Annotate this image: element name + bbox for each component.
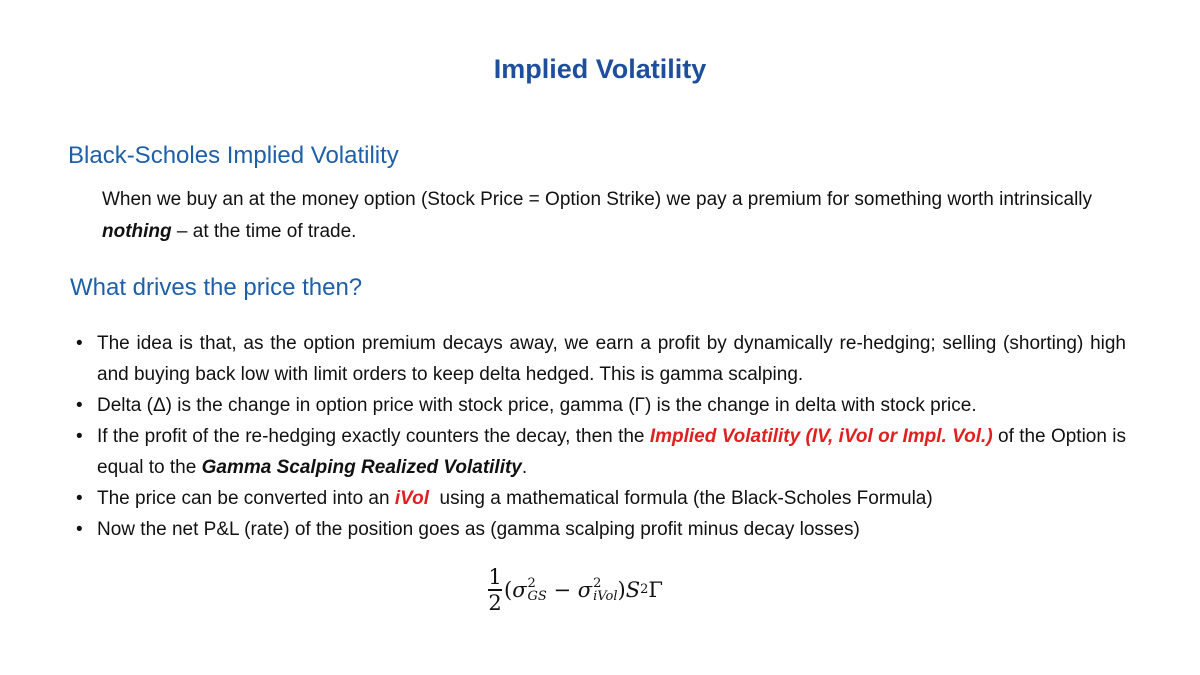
- formula-sub: GS: [527, 588, 547, 604]
- intro-text-end: – at the time of trade.: [171, 221, 357, 242]
- realized-volatility-emphasis: Gamma Scalping Realized Volatility: [201, 457, 522, 478]
- bullet-text: of the Option is equal to the: [97, 426, 1126, 478]
- formula-fraction: [488, 566, 502, 614]
- bullet-text: .: [521, 457, 528, 478]
- bullet-item-gamma-scalping: [76, 328, 1126, 390]
- bullet-text: Delta (Δ) is the change in option price with stock price, gamma (Γ) is the change in delta with stock price.: [97, 395, 977, 416]
- formula-stock-price-sup: 2: [640, 582, 649, 598]
- formula-sub: iVol: [593, 588, 618, 604]
- bullet-list: [76, 328, 1126, 545]
- intro-paragraph: [102, 184, 1132, 248]
- formula-open-paren: (: [504, 577, 513, 602]
- bullet-item-net-pnl: [76, 514, 1126, 545]
- formula-sigma-gs-indices: [528, 577, 547, 603]
- implied-volatility-highlight: Implied Volatility (IV, iVol or Impl. Vol.): [649, 426, 993, 447]
- bullet-text: Now the net P&L (rate) of the position goes as (gamma scalping profit minus decay losses): [97, 519, 860, 540]
- bullet-text: The idea is that, as the option premium decays away, we earn a profit by dynamically re-hedging; selling (shorting) high and buying back low with limit orders to keep delta hedged. This is gamma scalping.: [97, 333, 1126, 385]
- bullet-item-delta-gamma: [76, 390, 1126, 421]
- slide-title: Implied Volatility: [493, 54, 707, 84]
- section-heading-black-scholes: Black-Scholes Implied Volatility: [68, 142, 399, 169]
- formula-denominator: 2: [488, 590, 502, 615]
- bullet-item-implied-volatility: [76, 421, 1126, 483]
- pnl-formula: [488, 566, 663, 614]
- bullet-text: The price can be converted into an: [97, 488, 395, 509]
- bullet-icon: •: [76, 333, 83, 354]
- bullet-icon: •: [76, 519, 83, 540]
- intro-emphasis: nothing: [102, 221, 172, 242]
- formula-sigma-ivol-indices: [593, 577, 617, 603]
- bullet-icon: •: [76, 426, 83, 447]
- intro-text: When we buy an at the money option (Stock Price = Option Strike) we pay a premium for something worth intrinsically: [102, 189, 1093, 210]
- formula-sigma-ivol: σ: [577, 577, 593, 602]
- bullet-text: If the profit of the re-hedging exactly counters the decay, then the: [97, 426, 650, 447]
- formula-close-paren: ): [617, 577, 626, 602]
- bullet-icon: •: [76, 488, 83, 509]
- formula-gamma: Γ: [648, 577, 663, 602]
- formula-sigma-gs: σ: [512, 577, 527, 602]
- formula-minus: −: [546, 577, 578, 602]
- bullet-text: using a mathematical formula (the Black-Scholes Formula): [429, 488, 933, 509]
- formula-sup: 2: [593, 575, 602, 591]
- bullet-icon: •: [76, 395, 83, 416]
- formula-numerator: 1: [488, 565, 502, 589]
- formula-stock-price: S: [625, 577, 641, 602]
- ivol-highlight: iVol: [394, 488, 429, 509]
- section-heading-price-drivers: What drives the price then?: [70, 274, 363, 301]
- bullet-item-black-scholes-formula: [76, 483, 1126, 514]
- formula-sup: 2: [527, 575, 536, 591]
